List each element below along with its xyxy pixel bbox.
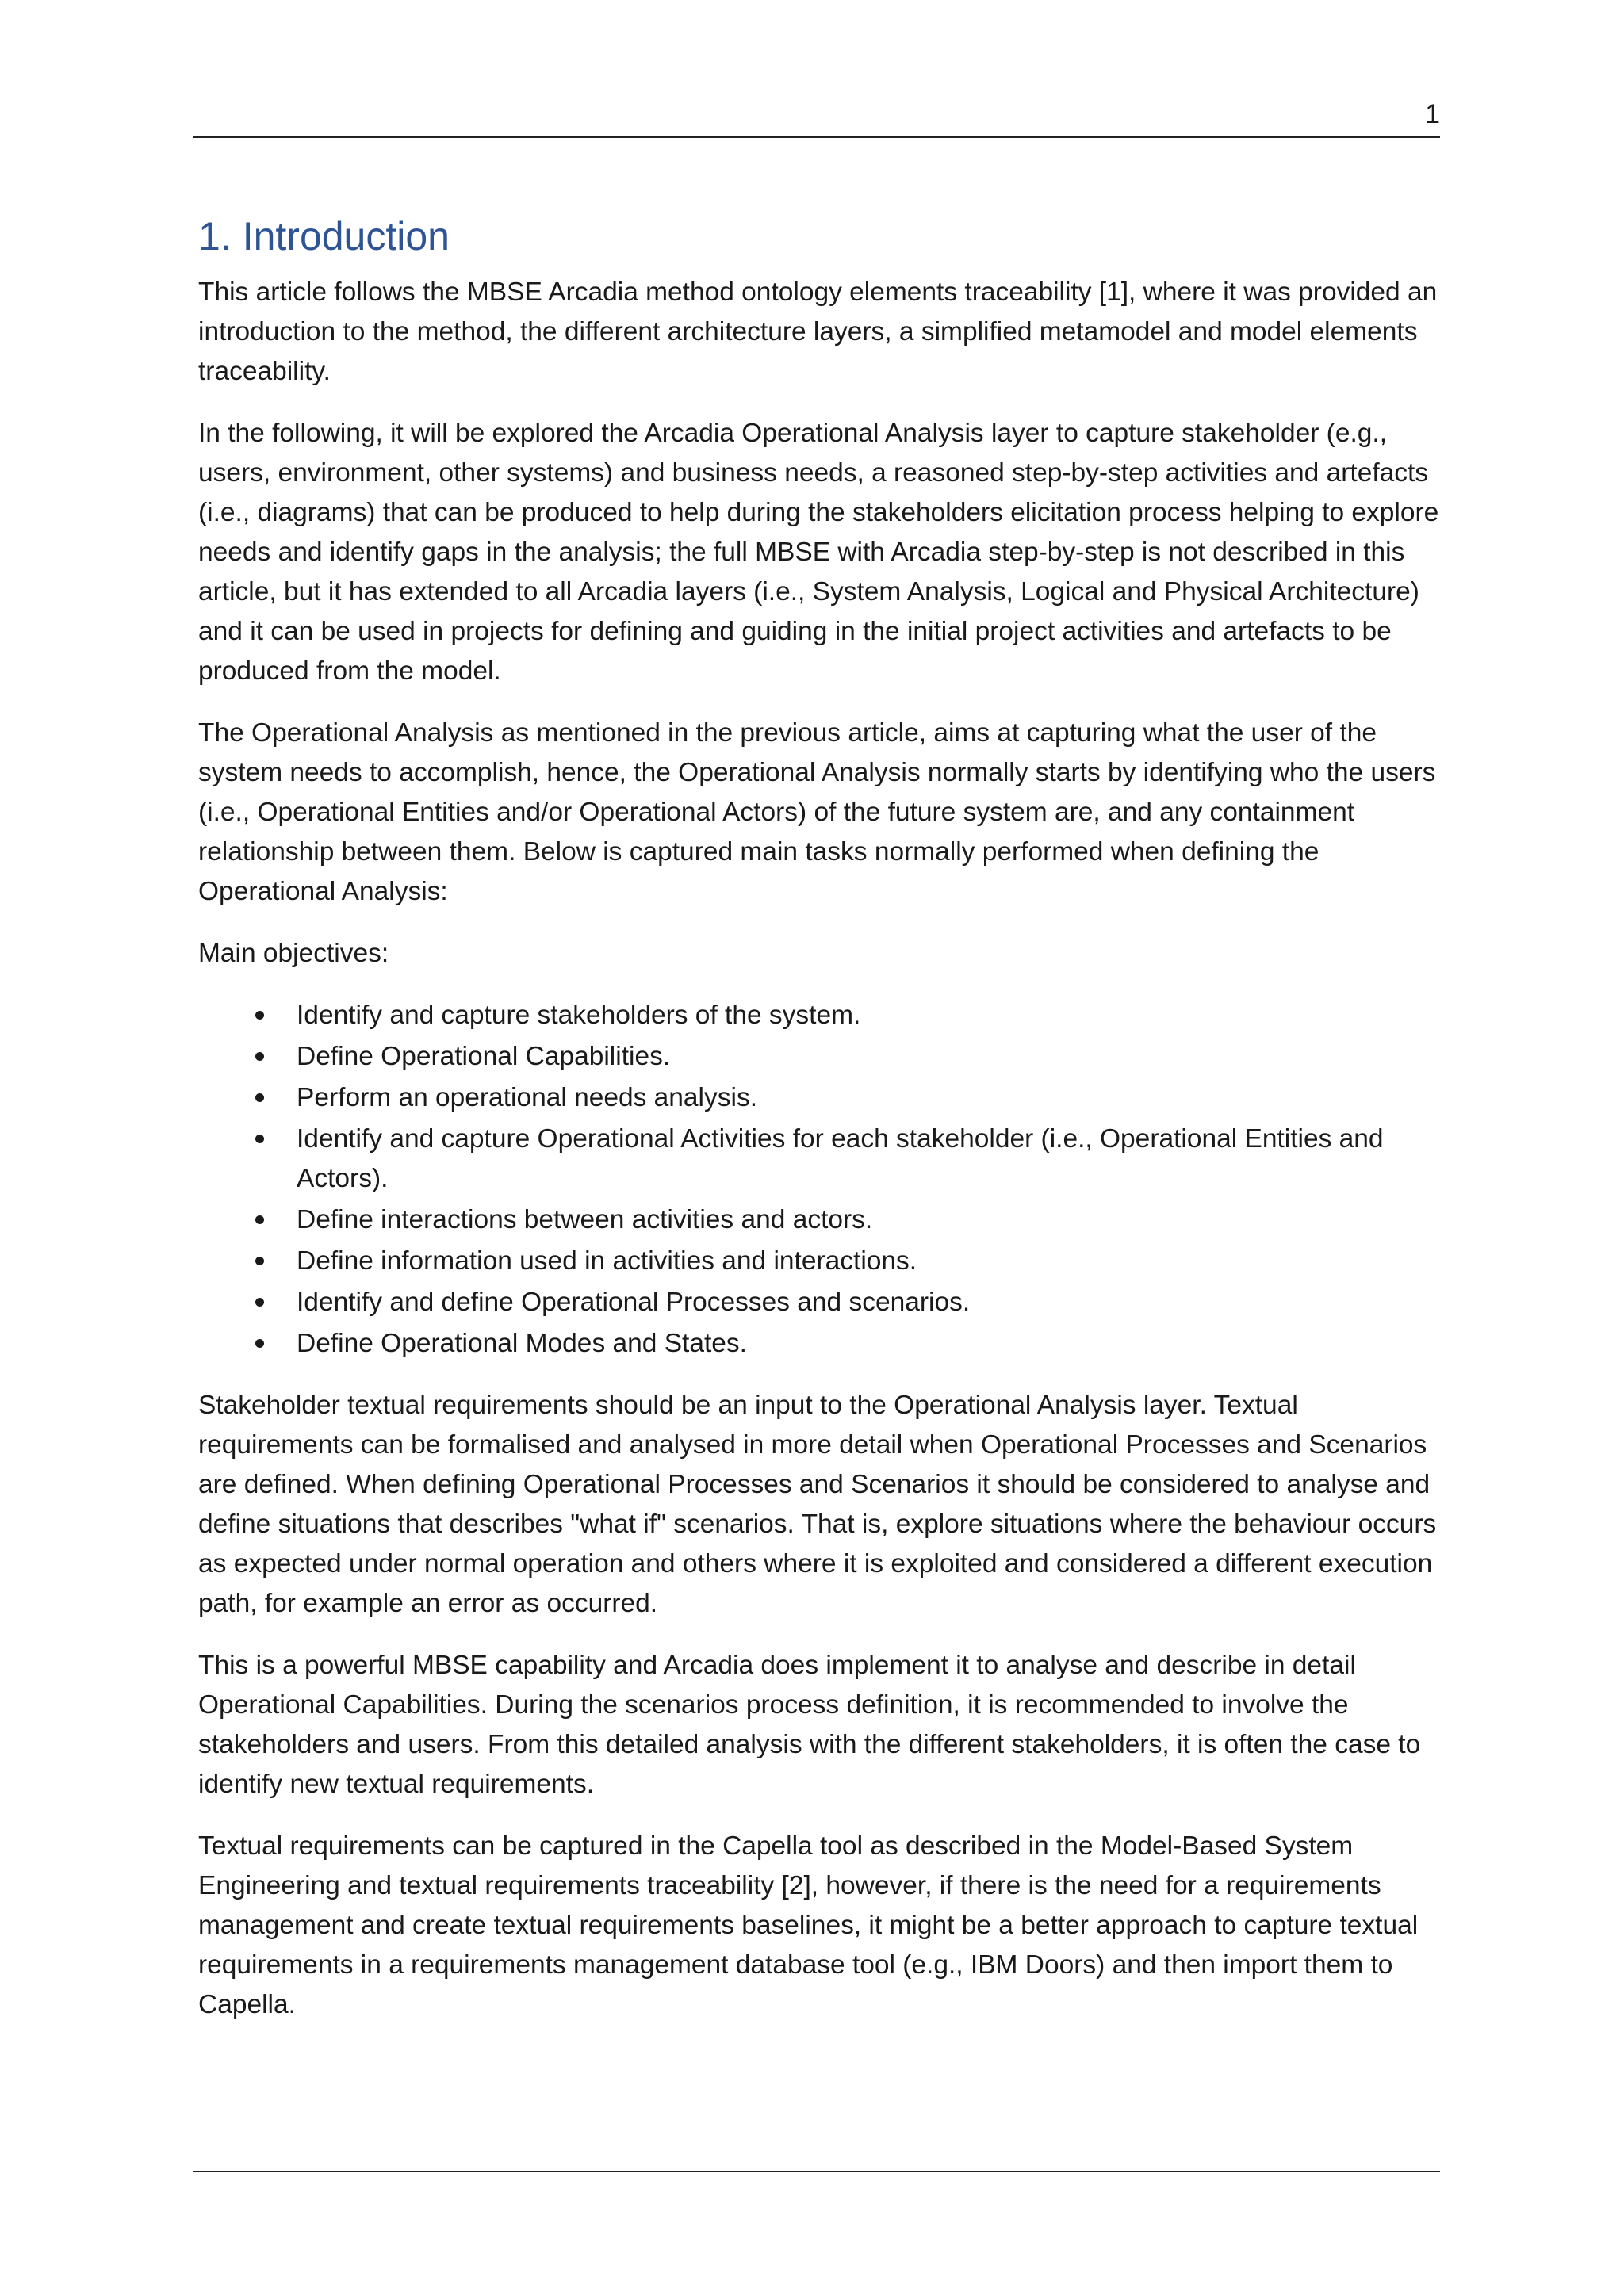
page-number: 1 (1425, 99, 1440, 129)
paragraph-following: In the following, it will be explored the Arcadia Operational Analysis layer to capture stakeholder (e.g., users, environment, other systems) and business needs, a reasoned step-by-step activities and artefacts (i.e., diagrams) that can be produced to help during the stakeholders elicitation process helping to explore needs and identify gaps in the analysis; the full MBSE with Arcadia step-by-step is not described in this article, but it has extended to all Arcadia layers (i.e., System Analysis, Logical and Physical Architecture) and it can be used in projects for defining and guiding in the initial project activities and artefacts to be produced from the model. (198, 419, 1439, 686)
paragraph-main-objectives: Main objectives: (198, 939, 389, 968)
list-item: Perform an operational needs analysis. (198, 1078, 1445, 1118)
list-item: Identify and define Operational Processes and scenarios. (198, 1283, 1445, 1322)
list-item: Define information used in activities and interactions. (198, 1242, 1445, 1281)
list-item: Define Operational Capabilities. (198, 1037, 1445, 1077)
paragraph-intro: This article follows the MBSE Arcadia method ontology elements traceability [1], where it was provided an introduction to the method, the different architecture layers, a simplified metamodel and model elements traceability. (198, 277, 1438, 386)
paragraph-capella-requirements: Textual requirements can be captured in the Capella tool as described in the Model-Based System Engineering and textual requirements traceability [2], however, if there is the need for a requirements management and create textual requirements baselines, it might be a better approach to capture textual requirements in a requirements management database tool (e.g., IBM Doors) and then import them to Capella. (198, 1831, 1419, 2019)
paragraph-mbse-capability: This is a powerful MBSE capability and Arcadia does implement it to analyse and describe in detail Operational Capabilities. During the scenarios process definition, it is recommended to involve the stakeholders and users. From this detailed analysis with the different stakeholders, it is often the case to identify new textual requirements. (198, 1651, 1421, 1799)
section-heading (198, 208, 1445, 265)
footer-rule (193, 2171, 1440, 2172)
list-item: Identify and capture Operational Activities for each stakeholder (i.e., Operational Entities and Actors). (198, 1119, 1445, 1199)
paragraph-stakeholder-requirements: Stakeholder textual requirements should be an input to the Operational Analysis layer. Textual requirements can be formalised and analysed in more detail when Operational Processes and Scenarios are defined. When defining Operational Processes and Scenarios it should be considered to analyse and define situations that describes "what if" scenarios. That is, explore situations where the behaviour occurs as expected under normal operation and others where it is exploited and considered a different execution path, for example an error as occurred. (198, 1391, 1437, 1618)
document-body (198, 208, 1445, 2047)
section-number: 1. (198, 214, 232, 258)
paragraph-operational-analysis: The Operational Analysis as mentioned in the previous article, aims at capturing what the user of the system needs to accomplish, hence, the Operational Analysis normally starts by identifying who the users (i.e., Operational Entities and/or Operational Actors) of the future system are, and any containment relationship between them. Below is captured main tasks normally performed when defining the Operational Analysis: (198, 718, 1436, 906)
list-item: Define Operational Modes and States. (198, 1324, 1445, 1364)
section-title: Introduction (242, 214, 450, 258)
header-rule (193, 136, 1440, 138)
list-item: Identify and capture stakeholders of the system. (198, 996, 1445, 1035)
list-item: Define interactions between activities and actors. (198, 1200, 1445, 1240)
objectives-list (198, 996, 1445, 1364)
